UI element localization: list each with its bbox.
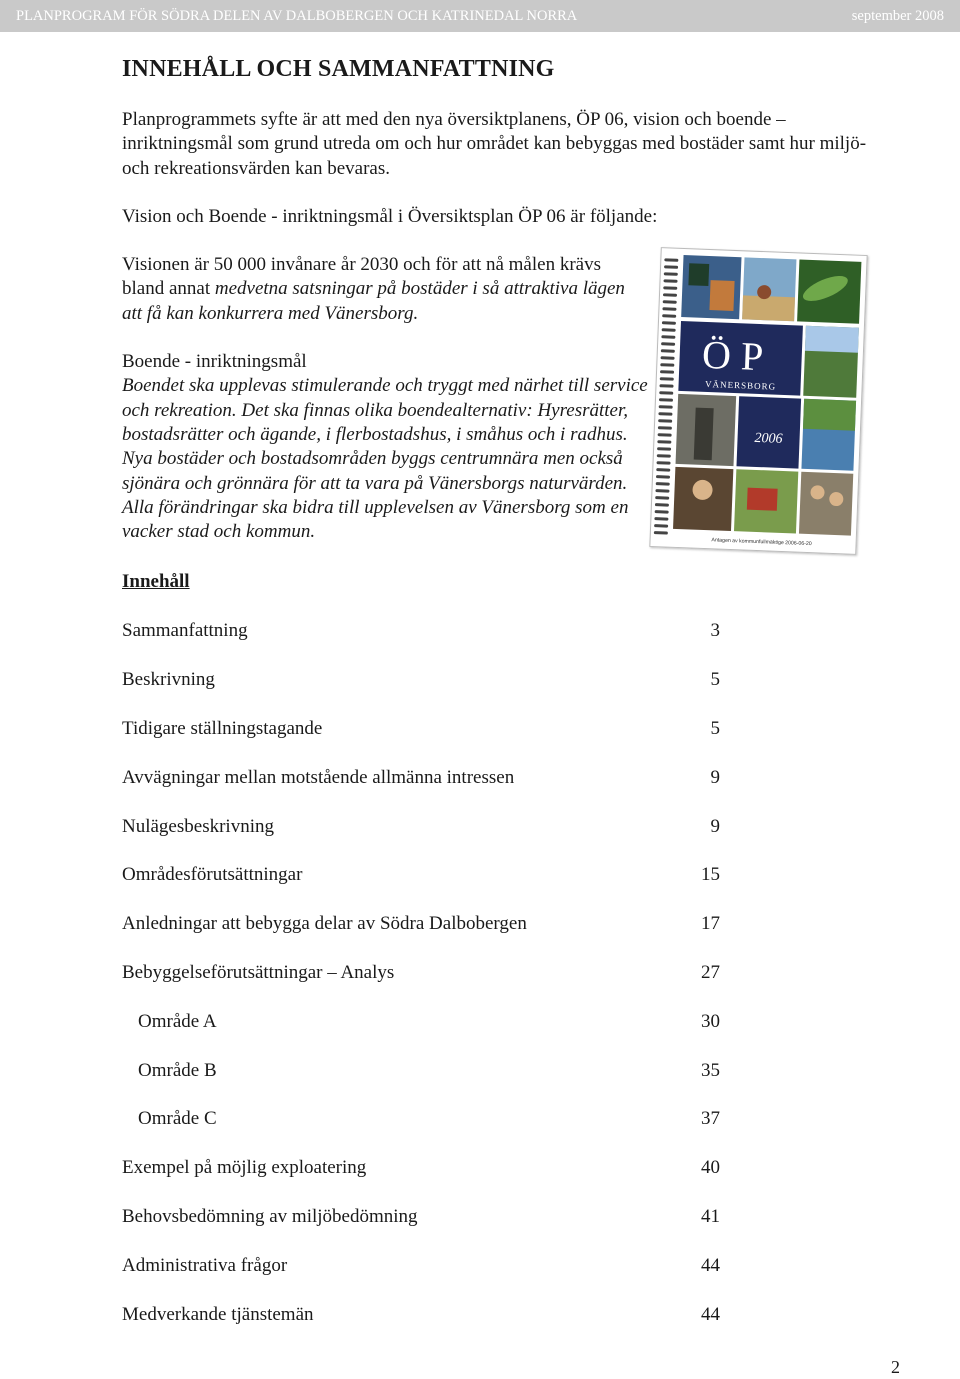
toc-entry-label: Beskrivning bbox=[122, 669, 215, 691]
spiral-ring bbox=[656, 482, 670, 486]
spiral-ring bbox=[654, 517, 668, 521]
toc-entry-page: 37 bbox=[701, 1108, 720, 1130]
spiral-ring bbox=[664, 258, 678, 262]
spiral-ring bbox=[657, 447, 671, 451]
toc-entry-page: 17 bbox=[701, 913, 720, 935]
toc-entry-label: Medverkande tjänstemän bbox=[122, 1303, 314, 1325]
boende-section bbox=[122, 350, 657, 544]
spiral-ring bbox=[654, 531, 668, 535]
toc-entry bbox=[122, 1254, 720, 1303]
header-date: september 2008 bbox=[851, 7, 944, 24]
toc-entry-page: 41 bbox=[701, 1206, 720, 1228]
toc-entry-label: Sammanfattning bbox=[122, 620, 248, 642]
spiral-ring bbox=[659, 398, 673, 402]
toc-entry-label: Nulägesbeskrivning bbox=[122, 815, 274, 837]
spiral-ring bbox=[655, 496, 669, 500]
toc-entry bbox=[122, 1205, 720, 1254]
toc-entry-page: 40 bbox=[701, 1157, 720, 1179]
spiral-ring bbox=[662, 328, 676, 332]
toc-entry-label: Exempel på möjlig exploatering bbox=[122, 1157, 367, 1179]
cover-subtitle: VÄNERSBORG bbox=[704, 378, 777, 392]
toc-entry-page: 27 bbox=[701, 962, 720, 984]
toc-entry bbox=[122, 717, 720, 766]
header-document-title: PLANPROGRAM FÖR SÖDRA DELEN AV DALBOBERGEN OCH KATRINEDAL NORRA bbox=[16, 7, 578, 24]
op06-cover-image bbox=[649, 247, 867, 555]
toc-entry-label: Administrativa frågor bbox=[122, 1254, 288, 1276]
toc-entry-page: 44 bbox=[701, 1303, 720, 1325]
toc-entry-page: 15 bbox=[701, 864, 720, 886]
spiral-ring bbox=[657, 454, 671, 458]
spiral-ring bbox=[663, 279, 677, 283]
cover-title: ÖP bbox=[701, 331, 775, 380]
cover-year: 2006 bbox=[754, 430, 783, 447]
spiral-ring bbox=[664, 265, 678, 269]
toc-title: Innehåll bbox=[122, 571, 190, 593]
spiral-ring bbox=[657, 461, 671, 465]
spiral-ring bbox=[664, 272, 678, 276]
toc-entry-label: Behovsbedömning av miljöbedömning bbox=[122, 1206, 418, 1228]
page-header bbox=[0, 0, 960, 32]
spiral-ring bbox=[655, 510, 669, 514]
vision-paragraph bbox=[122, 253, 642, 326]
toc-entry-label: Tidigare ställningstagande bbox=[122, 718, 323, 740]
spiral-ring bbox=[658, 412, 672, 416]
spiral-ring bbox=[662, 321, 676, 325]
toc-entry-page: 35 bbox=[701, 1059, 720, 1081]
spiral-ring bbox=[656, 475, 670, 479]
toc-entry-page: 5 bbox=[710, 718, 720, 740]
spiral-ring bbox=[657, 440, 671, 444]
spiral-ring bbox=[659, 384, 673, 388]
page-content bbox=[122, 54, 882, 1351]
vision-italic-text: medvetna satsningar på bostäder i så attraktiva lägen att få kan konkurrera med Vänersborg. bbox=[122, 278, 625, 324]
spiral-ring bbox=[662, 314, 676, 318]
toc-entry bbox=[122, 1156, 720, 1205]
spiral-ring bbox=[660, 377, 674, 381]
toc-entry bbox=[122, 961, 720, 1010]
toc-entry-label: Områdesförutsättningar bbox=[122, 864, 303, 886]
spiral-ring bbox=[661, 349, 675, 353]
toc-entry-page: 9 bbox=[710, 815, 720, 837]
toc-entry-label: Avvägningar mellan motstående allmänna intressen bbox=[122, 766, 515, 788]
table-of-contents bbox=[122, 619, 720, 1351]
toc-entry bbox=[122, 1303, 720, 1352]
toc-entry bbox=[122, 863, 720, 912]
intro-paragraph: Planprogrammets syfte är att med den nya översiktplanens, ÖP 06, vision och boende – inriktningsmål som grund utreda om och hur området kan bebyggas med bostäder samt hur miljö- och rekreationsvärden kan bevaras. bbox=[122, 109, 867, 179]
spiral-ring bbox=[660, 370, 674, 374]
toc-entry bbox=[122, 1010, 720, 1059]
spiral-ring bbox=[654, 524, 668, 528]
boende-heading: Boende - inriktningsmål bbox=[122, 351, 307, 373]
spiral-ring bbox=[663, 293, 677, 297]
toc-entry-page: 5 bbox=[710, 669, 720, 691]
spiral-ring bbox=[661, 356, 675, 360]
spiral-ring bbox=[655, 489, 669, 493]
toc-entry bbox=[122, 912, 720, 961]
spiral-ring bbox=[661, 342, 675, 346]
page-title: INNEHÅLL OCH SAMMANFATTNING bbox=[122, 56, 555, 82]
toc-entry-page: 9 bbox=[710, 766, 720, 788]
spiral-ring bbox=[659, 405, 673, 409]
cover-photo-people bbox=[799, 472, 853, 536]
boende-text: Boendet ska upplevas stimulerande och tryggt med närhet till service och rekreation. Det ska finnas olika boendealternativ: Hyresrätter, bostadsrätter och ägande, i flerbostadshus, i småhus och i radhus. Nya bostäder och bostadsområden byggs centrumnära men också sjönära och grönnära för att ta vara på Vänersborgs naturvärden. Alla förändringar ska bidra till upplevelsen av Vänersborg som en vacker stad och kommun. bbox=[122, 375, 648, 543]
toc-entry-label: Bebyggelseförutsättningar – Analys bbox=[122, 962, 395, 984]
toc-entry bbox=[122, 766, 720, 815]
page-number: 2 bbox=[891, 1357, 900, 1377]
cover-illustration bbox=[650, 248, 866, 554]
toc-entry bbox=[122, 619, 720, 668]
toc-entry-page: 30 bbox=[701, 1010, 720, 1032]
spiral-ring bbox=[663, 286, 677, 290]
toc-entry bbox=[122, 815, 720, 864]
toc-entry-label: Anledningar att bebygga delar av Södra Dalbobergen bbox=[122, 913, 527, 935]
spiral-ring bbox=[660, 363, 674, 367]
toc-entry-label: Område B bbox=[138, 1059, 217, 1081]
toc-entry-label: Område C bbox=[138, 1108, 217, 1130]
spiral-ring bbox=[658, 426, 672, 430]
vision-heading: Vision och Boende - inriktningsmål i Översiktsplan ÖP 06 är följande: bbox=[122, 205, 658, 227]
toc-entry bbox=[122, 1107, 720, 1156]
spiral-ring bbox=[658, 433, 672, 437]
toc-entry-page: 3 bbox=[710, 620, 720, 642]
spiral-ring bbox=[658, 419, 672, 423]
toc-entry bbox=[122, 668, 720, 717]
toc-entry-label: Område A bbox=[138, 1010, 217, 1032]
spiral-ring bbox=[661, 335, 675, 339]
toc-entry bbox=[122, 1059, 720, 1108]
vision-normal-text: Visionen är 50 000 invånare år 2030 och för att nå målen krävs bland annat bbox=[122, 254, 601, 300]
spiral-ring bbox=[662, 307, 676, 311]
spiral-ring bbox=[659, 391, 673, 395]
cover-footer-text: Antagen av kommunfullmäktige 2006-06-20 bbox=[711, 537, 812, 548]
spiral-ring bbox=[655, 503, 669, 507]
toc-entry-page: 44 bbox=[701, 1254, 720, 1276]
spiral-ring bbox=[663, 300, 677, 304]
spiral-ring bbox=[656, 468, 670, 472]
